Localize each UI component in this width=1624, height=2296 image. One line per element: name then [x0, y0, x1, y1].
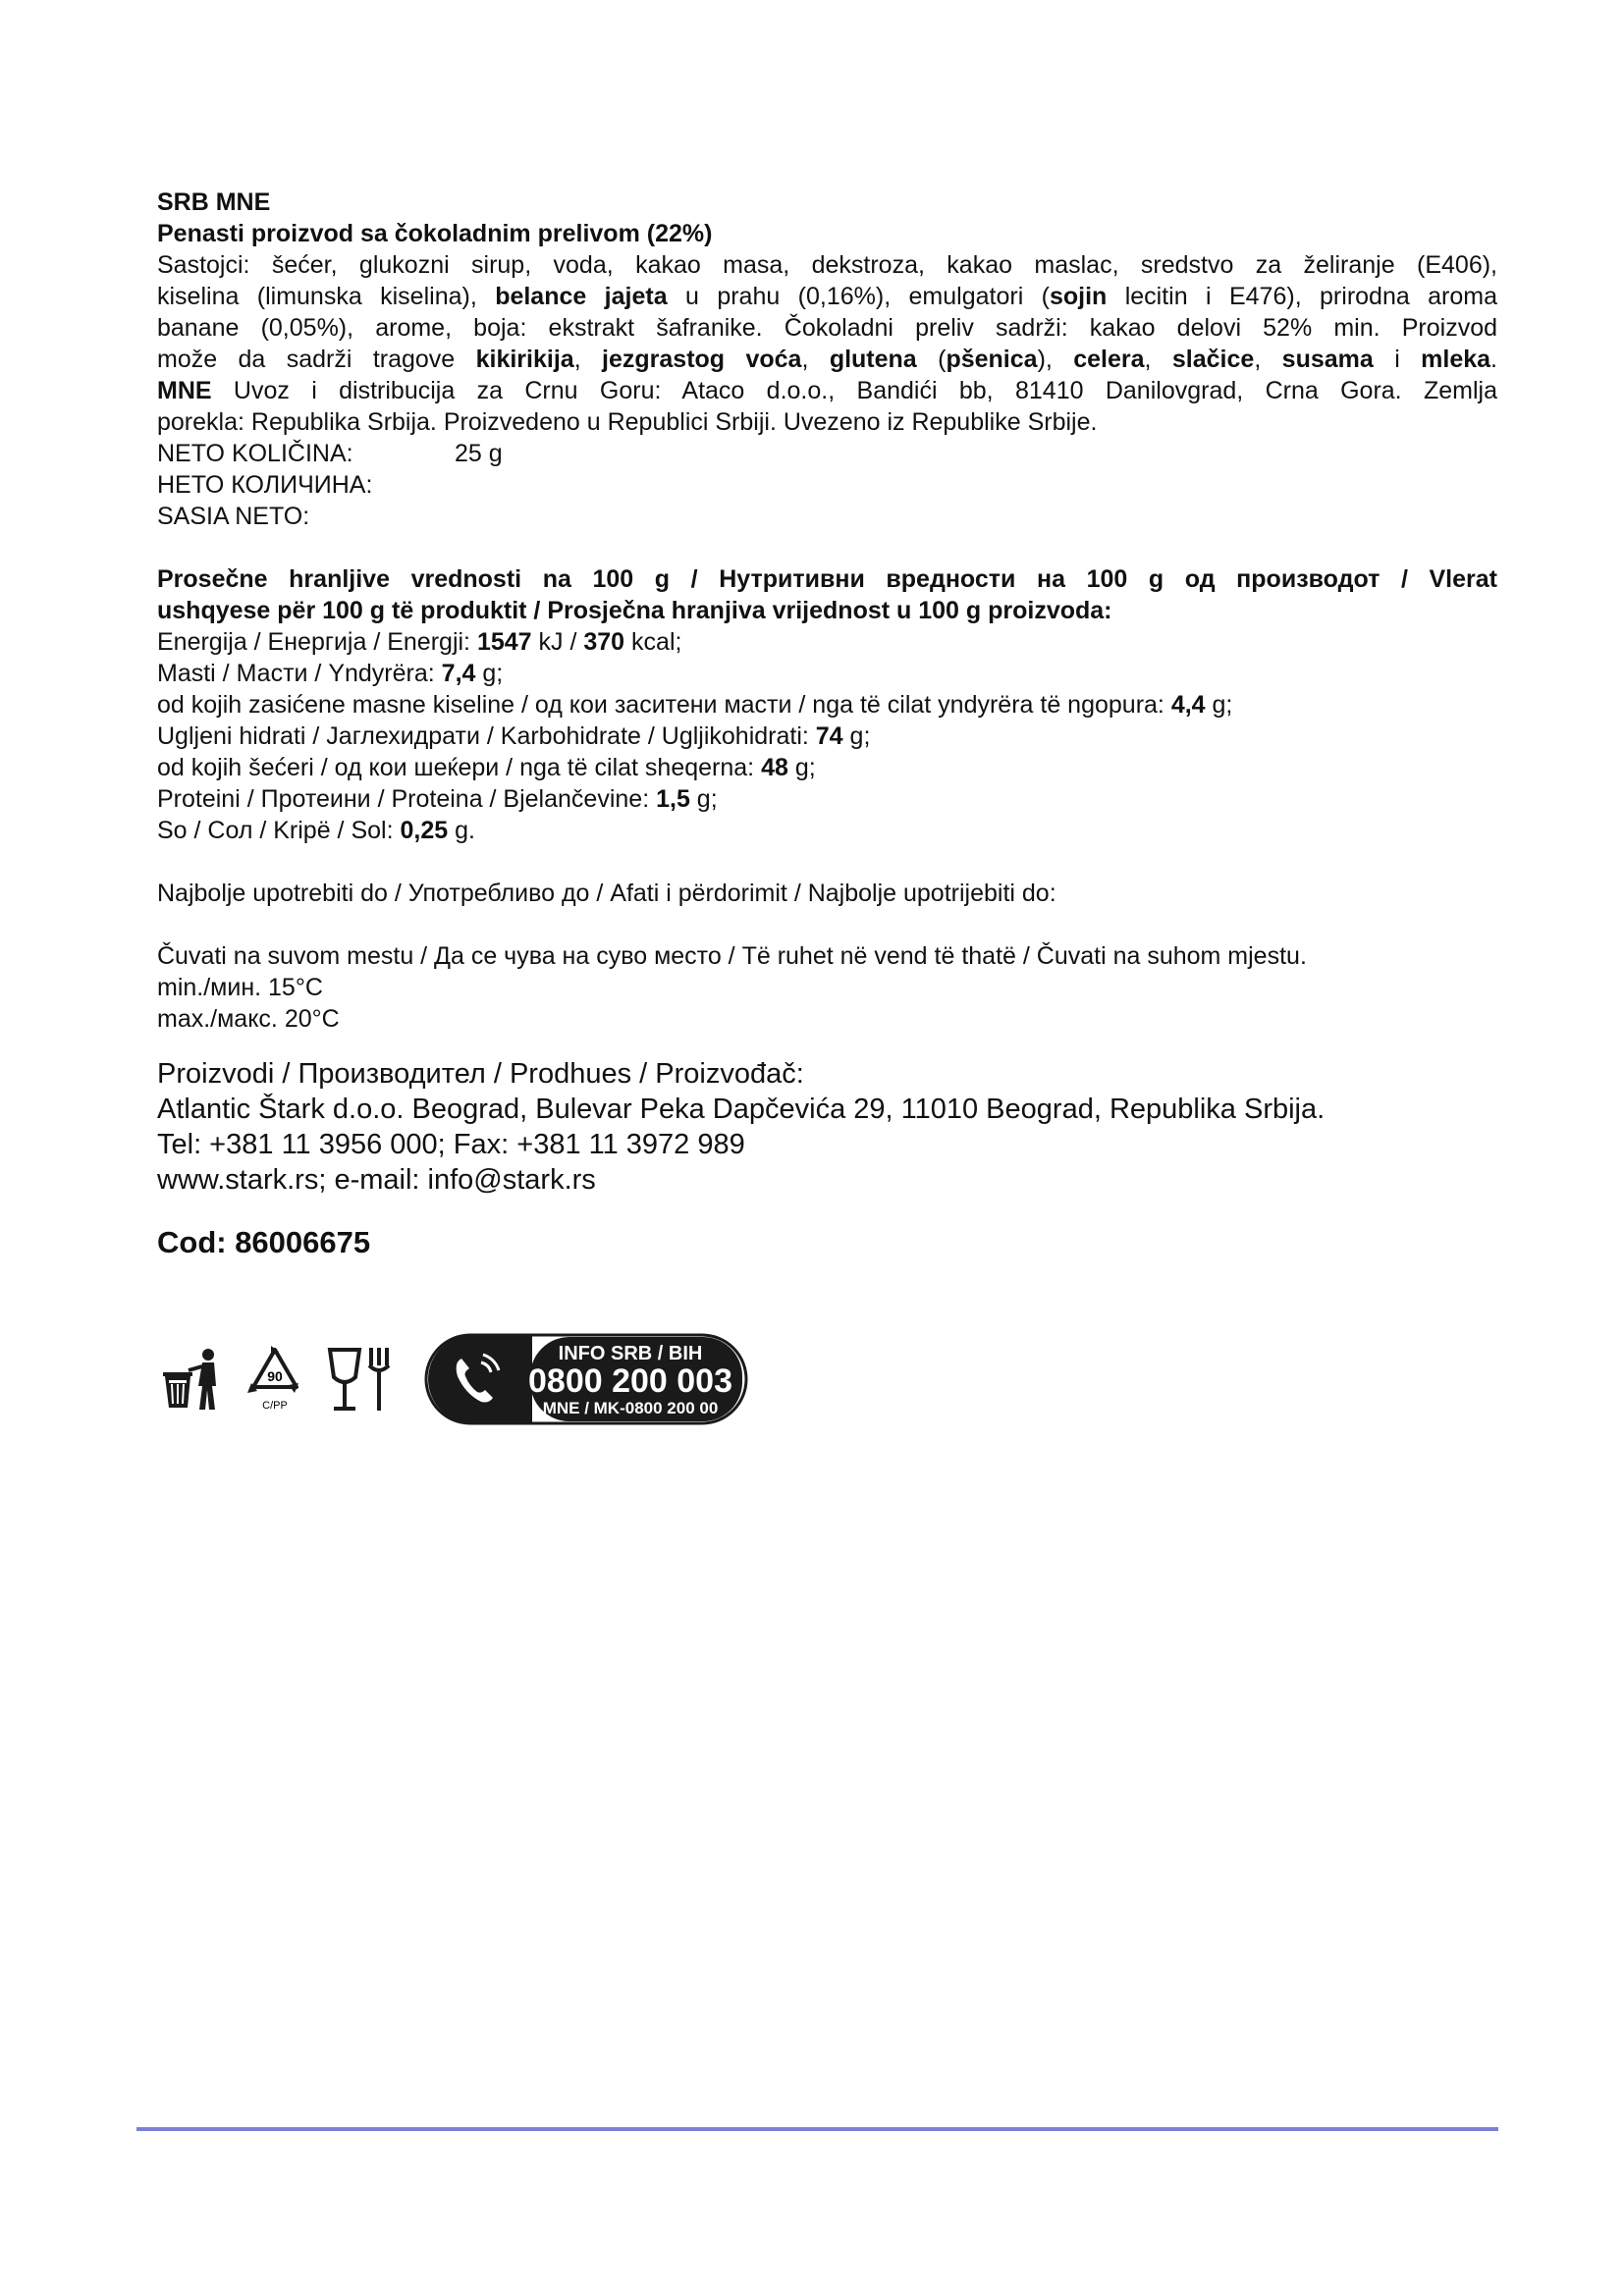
ingredients-line	[157, 312, 1497, 344]
text-segment: (	[916, 346, 947, 373]
text-segment: celera	[1073, 346, 1145, 373]
text-segment: g;	[475, 660, 504, 687]
producer-address: Atlantic Štark d.o.o. Beograd, Bulevar Peka Dapčevića 29, 11010 Beograd, Republika Srbija.	[157, 1094, 1326, 1125]
text-segment: banane (0,05%), arome, boja: ekstrakt šafranike. Čokoladni preliv sadrži: kakao delovi 52% min. Proizvod	[157, 314, 1497, 342]
text-segment: 4,4	[1170, 691, 1206, 719]
text-segment: .	[1490, 346, 1497, 373]
text-segment: od kojih šećeri / од кои шеќери / nga të cilat sheqerna:	[157, 754, 762, 781]
text-segment: ,	[1144, 346, 1172, 373]
glass-fork-food-safe-icon	[326, 1344, 397, 1415]
countries-heading: SRB MNE	[157, 188, 271, 216]
recycling-code: C/PP	[262, 1400, 288, 1412]
net-quantity-label-cyrillic: НЕТО КОЛИЧИНА:	[157, 471, 373, 499]
nutrition-row	[157, 783, 1497, 815]
ingredients-line	[157, 375, 1497, 406]
producer-label: Proizvodi / Производител / Prodhues / Proizvođač:	[157, 1058, 804, 1090]
text-segment: MNE	[157, 377, 212, 404]
storage-max: max./макс. 20°C	[157, 1005, 340, 1033]
text-segment: So / Сол / Kripë / Sol:	[157, 817, 401, 844]
recycling-pp-icon	[244, 1344, 306, 1415]
ingredients-last-line: porekla: Republika Srbija. Proizvedeno u Republici Srbiji. Uvezeno iz Republike Srbije.	[157, 408, 1098, 436]
nutrition-row	[157, 626, 1497, 658]
text-segment: glutena	[829, 346, 917, 373]
net-quantity-row	[157, 438, 1497, 469]
nutrition-row	[157, 815, 1497, 846]
text-segment: lecitin i E476), prirodna aroma	[1107, 283, 1498, 310]
text-segment: kikirikija	[475, 346, 574, 373]
text-segment: g.	[448, 817, 475, 844]
text-segment: od kojih zasićene masne kiseline / од кои заситени масти / nga të cilat yndyrëra të ngopura:	[157, 691, 1171, 719]
text-segment: slačice	[1171, 346, 1255, 373]
text-segment: Energija / Енергија / Energji:	[157, 628, 477, 656]
text-segment: ,	[801, 346, 830, 373]
text-segment: ,	[573, 346, 603, 373]
net-quantity-value: 25 g	[455, 440, 503, 467]
best-before: Najbolje upotrebiti do / Употребливо до / Afati i përdorimit / Najbolje upotrijebiti do:	[157, 880, 1056, 907]
ingredients-line	[157, 281, 1497, 312]
text-segment: belance jajeta	[495, 283, 668, 310]
text-segment: Sastojci: šećer, glukozni sirup, voda, kakao masa, dekstroza, kakao maslac, sredstvo za želiranje (E406),	[157, 251, 1497, 279]
text-segment: sojin	[1049, 283, 1108, 310]
text-segment: kiselina (limunska kiselina),	[157, 283, 496, 310]
text-segment: 48	[761, 754, 788, 781]
nutrition-table	[157, 626, 1497, 846]
tidyman-disposal-icon	[161, 1347, 224, 1412]
text-segment: u prahu (0,16%), emulgatori (	[667, 283, 1050, 310]
text-segment: ,	[1254, 346, 1282, 373]
text-segment: ),	[1037, 346, 1074, 373]
text-segment: 7,4	[441, 660, 476, 687]
text-segment: Masti / Масти / Yndyrëra:	[157, 660, 442, 687]
text-segment: jezgrastog voća	[602, 346, 802, 373]
text-segment: 74	[815, 722, 843, 750]
product-name: Penasti proizvod sa čokoladnim prelivom (22%)	[157, 220, 713, 247]
text-segment: mleka	[1421, 346, 1491, 373]
storage-min: min./мин. 15°C	[157, 974, 323, 1001]
net-quantity-label: NETO KOLIČINA:	[157, 440, 353, 467]
symbols-row	[161, 1330, 748, 1428]
nutrition-row	[157, 721, 1497, 752]
footer-rule	[136, 2127, 1498, 2131]
text-segment: može da sadrži tragove	[157, 346, 476, 373]
text-segment: g;	[842, 722, 871, 750]
storage-text: Čuvati na suvom mestu / Да се чува на суво место / Të ruhet në vend të thatë / Čuvati na suhom mjestu.	[157, 942, 1307, 970]
producer-phone: Tel: +381 11 3956 000; Fax: +381 11 3972 989	[157, 1129, 745, 1160]
info-phone-badge	[424, 1333, 748, 1425]
nutrition-heading-line1: Prosečne hranljive vrednosti na 100 g / Нутритивни вредности на 100 g од производот / Vlerat	[157, 565, 1497, 593]
text-segment: g;	[689, 785, 718, 813]
product-code: Cod: 86006675	[157, 1225, 371, 1259]
text-segment: g;	[1205, 691, 1233, 719]
text-segment: Proteini / Протеини / Proteina / Bjelančevine:	[157, 785, 657, 813]
text-segment: pšenica	[946, 346, 1038, 373]
ingredients-line	[157, 344, 1497, 375]
text-segment: g;	[787, 754, 816, 781]
producer-web: www.stark.rs; e-mail: info@stark.rs	[157, 1164, 596, 1196]
nutrition-row	[157, 658, 1497, 689]
info-phone: 0800 200 003	[528, 1362, 732, 1400]
nutrition-row	[157, 689, 1497, 721]
ingredients-line	[157, 249, 1497, 281]
recycling-number: 90	[267, 1368, 283, 1384]
label-document	[157, 187, 1497, 1262]
ingredients-block	[157, 249, 1497, 406]
text-segment: kJ /	[531, 628, 584, 656]
text-segment: Ugljeni hidrati / Јаглехидрати / Karbohidrate / Ugljikohidrati:	[157, 722, 816, 750]
nutrition-heading-line2: ushqyese për 100 g të produktit / Prosječna hranjiva vrijednost u 100 g proizvoda:	[157, 597, 1112, 624]
net-quantity-label-albanian: SASIA NETO:	[157, 503, 310, 530]
text-segment: i	[1373, 346, 1422, 373]
text-segment: 1,5	[656, 785, 690, 813]
text-segment: Uvoz i distribucija za Crnu Goru: Ataco d.o.o., Bandići bb, 81410 Danilovgrad, Crna Gora. Zemlja	[211, 377, 1497, 404]
info-title: INFO SRB / BIH	[558, 1343, 703, 1364]
nutrition-row	[157, 752, 1497, 783]
text-segment: susama	[1281, 346, 1374, 373]
text-segment: 1547	[476, 628, 532, 656]
text-segment: 370	[583, 628, 625, 656]
text-segment: 0,25	[400, 817, 449, 844]
info-mne: MNE / MK-0800 200 00	[542, 1399, 719, 1417]
text-segment: kcal;	[624, 628, 682, 656]
